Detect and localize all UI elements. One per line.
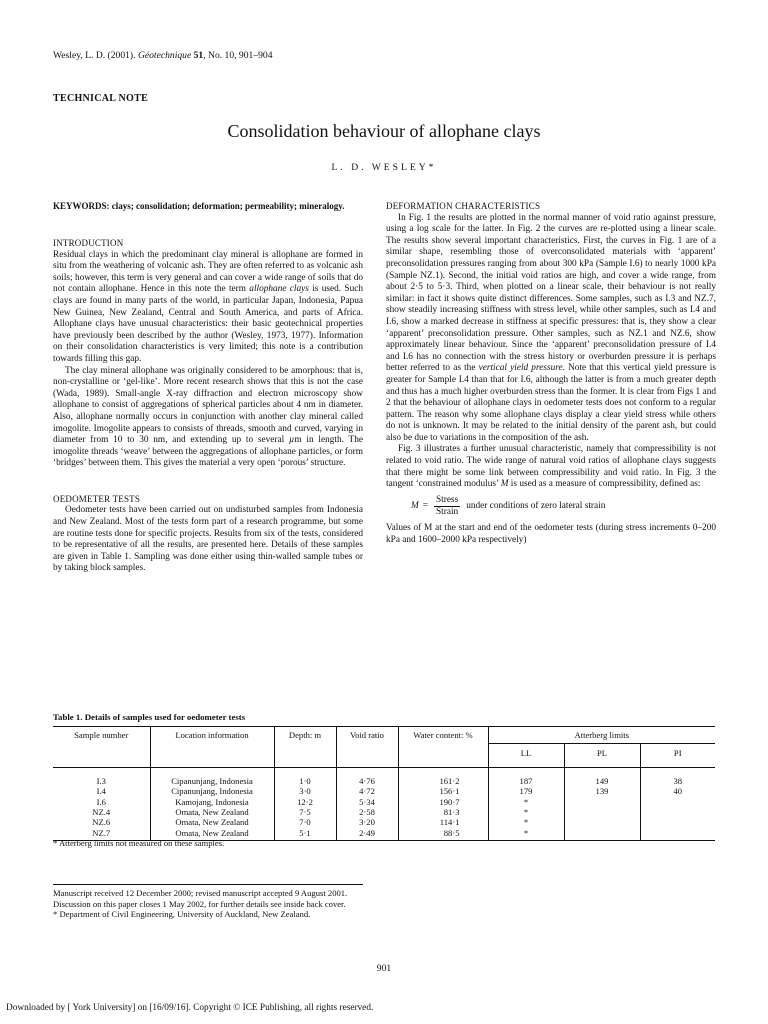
table-caption: Table 1. Details of samples used for oedometer tests [53,712,246,722]
header-depth: Depth: m [274,727,336,768]
header-void-ratio: Void ratio [336,727,398,768]
cell-location: Kamojang, Indonesia [150,797,274,807]
cell-pl [564,797,640,807]
cell-pi [640,817,715,827]
cell-sample: NZ.6 [53,817,150,827]
cell-ll: * [488,817,564,827]
right-column [386,201,716,546]
cell-pi: 38 [673,775,683,786]
cell-pl: 139 [564,786,640,796]
footnote-divider [53,884,363,885]
cell-water: 190·7 [398,797,488,807]
header-water-content: Water content: % [398,727,488,768]
cell-void: 2·58 [336,807,398,817]
header-sample: Sample number [53,727,150,768]
table-row [53,817,715,827]
equation-fraction [434,495,460,519]
cell-depth: 3·0 [274,786,336,796]
cell-pi [640,797,715,807]
cell-water: 156·1 [398,786,488,796]
page-number: 901 [376,963,392,974]
journal-name: Géotechnique [137,50,192,61]
download-notice: Downloaded by [ York University] on [16/09/16]. Copyright © ICE Publishing, all rights reserved. [6,1003,374,1013]
equation-denominator: Strain [436,507,459,518]
cell-sample: I.6 [53,797,150,807]
cell-location: Cipanunjang, Indonesia [150,786,274,796]
table-row [53,786,715,796]
cell-void: 4·72 [336,786,398,796]
cell-depth: 12·2 [274,797,336,807]
header-pi: PI [673,748,682,759]
left-column [53,201,363,575]
cell-location: Omata, New Zealand [150,828,274,841]
section-type-label: TECHNICAL NOTE [53,93,149,104]
footnote-received: Manuscript received 12 December 2000; revised manuscript accepted 9 August 2001. [53,888,348,898]
cell-sample: I.3 [53,767,150,786]
deformation-heading: DEFORMATION CHARACTERISTICS [386,201,541,211]
deformation-paragraph-2: Fig. 3 illustrates a further unusual characteristic, namely that compressibility is not related to void ratio. The wide range of natural void ratios of allophane clays suggests that there might be some link between compressibility and void ratio. In Fig. 3 the tangent ‘constrained modulus’ M is used as a measure of compressibility, defined as: [386,444,716,490]
cell-depth: 5·1 [274,828,336,841]
cell-sample: I.4 [53,786,150,796]
keywords: KEYWORDS: clays; consolidation; deformation; permeability; mineralogy. [53,201,345,211]
cell-pl [564,807,640,817]
header-ll: LL [488,744,564,767]
table-1 [53,726,715,841]
journal-volume: 51 [193,50,204,61]
cell-water: 81·3 [398,807,488,817]
journal-issue-pages: , No. 10, 901–904 [203,50,273,61]
cell-location: Omata, New Zealand [150,807,274,817]
header-location: Location information [150,727,274,768]
equation-numerator: Stress [434,495,460,508]
paper-title: Consolidation behaviour of allophane clays [227,121,541,141]
cell-sample: NZ.7 [53,828,150,841]
cell-void: 2·49 [336,828,398,841]
cell-water: 114·1 [398,817,488,827]
cell-depth: 1·0 [274,767,336,786]
cell-void: 3·20 [336,817,398,827]
cell-depth: 7·5 [274,807,336,817]
cell-void: 4·76 [336,767,398,786]
header-pl: PL [564,744,640,767]
table-body [53,767,715,840]
author-line: L. D. WESLEY* [331,162,437,173]
cell-void: 5·34 [336,797,398,807]
table-row [53,807,715,817]
cell-ll: * [488,828,564,841]
header-atterberg: Atterberg limits [488,727,715,744]
table-footnote: * Atterberg limits not measured on these samples. [53,838,225,848]
cell-pi [640,828,715,841]
cell-sample: NZ.4 [53,807,150,817]
table-row [53,797,715,807]
equation-condition: under conditions of zero lateral strain [466,501,606,512]
intro-paragraph-2: The clay mineral allophane was originally considered to be amorphous: that is, non-crystalline or ‘gel-like’. More recent research shows that this is not the case (Wada, 1989). Small-angle X-ray diffraction and electron microscopy show allophane to consist of aggregations of spherical particles about 4 nm in diameter. Also, allophane normally occurs in conjunction with another clay mineral called imogolite. Imogolite appears to consists of threads, smooth and curved, varying in diameter from 10 to 30 nm, and extending up to several µm in length. The imogolite threads ‘weave’ between the aggregations of allophane particles, or form ‘bridges’ between them. This gives the material a very open ‘porous’ structure. [53,365,363,469]
table-row [53,767,715,786]
cell-pl [564,817,640,827]
cell-water: 161·2 [398,767,488,786]
cell-location: Cipanunjang, Indonesia [150,767,274,786]
oedometer-tests-heading: OEDOMETER TESTS [53,493,141,504]
cell-ll: 179 [488,786,564,796]
citation-header [53,50,273,61]
deformation-paragraph-3: Values of M at the start and end of the oedometer tests (during stress increments 0–200 kPa and 1600–2000 kPa respectively) [386,523,716,545]
cell-ll: * [488,807,564,817]
cell-depth: 7·0 [274,817,336,827]
citation-prefix: Wesley, L. D. (2001). [53,50,136,61]
introduction-heading: INTRODUCTION [53,238,124,248]
equation-equals: = [422,501,428,512]
footnote-affiliation: * Department of Civil Engineering, University of Auckland, New Zealand. [53,909,311,920]
deformation-paragraph-1: In Fig. 1 the results are plotted in the normal manner of void ratio against pressure, using a log scale for the latter. In Fig. 2 the curves are re-plotted using a linear scale. The results show several important characteristics. First, the curves in Fig. 1 are of a similar shape, resembling those of overconsolidated materials with ‘apparent’ preconsolidation pressures ranging from about 300 kPa (Sample I.6) to nearly 1000 kPa (Sample NZ.1). Second, the initial void ratios are high, and cover a wide range, from about 2·5 to 5·3. Third, when plotted on a linear scale, their behaviour is not really similar: in fact it shows quite distinct differences. Some samples, such as I.3 and NZ.7, show steadily increasing stiffness with stress level, while other samples, such as I.4 and I.6, show a marked decrease in stiffness at specific pressures: that is, they show a clear ‘apparent’ preconsolidation pressure. Other samples, such as NZ.1 and NZ.6, show approximately linear behaviour. Since the ‘apparent’ preconsolidation pressure of I.4 and I.6 has no connection with the stress history or overburden pressure it is perhaps better referred to as the vertical yield pressure. Note that this vertical yield pressure is greater for Sample I.4 than that for I.6, although the latter is from a much greater depth and thus has a much higher overburden stress than the former. It is clear from Figs 1 and 2 that the behaviour of allophane clays in oedometer tests does not conform to a regular pattern. The reason why some allophane clays display a clear yield stress while others do not is unknown. It may be related to the initial density of the parent ash, but could also be due to variations in the composition of the ash. [386,212,716,443]
cell-pi [640,807,715,817]
oedometer-paragraph: Oedometer tests have been carried out on undisturbed samples from Indonesia and New Zealand. Most of the tests form part of a research programme, but some are routine tests done for specific projects. Results from six of the tests, considered to be representative of all the results, are presented here. Details of these samples are given in Table 1. Sampling was done either using thin-walled sample tubes or by taking block samples. [53,505,363,574]
cell-pl: 149 [564,767,640,786]
cell-pi: 40 [673,786,683,797]
intro-paragraph-1: Residual clays in which the predominant clay mineral is allophane are formed in situ from the weathering of volcanic ash. They are often referred to as volcanic ash soils; however, this term is very general and can cover a wide range of soils that do not contain allophane. Hence in this note the term allophane clays is used. Such clays are found in many parts of the world, in particular Japan, Indonesia, Papua New Guinea, New Zealand, Central and South America, and parts of Africa. Allophane clays have unusual characteristics: their basic geotechnical properties have previously been described by the author (Wesley, 1973, 1977). Information on their consolidation characteristics is very limited; this note is a contribution towards filling this gap. [53,249,363,364]
cell-pl [564,828,640,841]
cell-ll: * [488,797,564,807]
cell-water: 88·5 [398,828,488,841]
footnote-discussion: Discussion on this paper closes 1 May 2002, for further details see inside back cover. [53,898,346,909]
cell-location: Omata, New Zealand [150,817,274,827]
footnotes [53,888,363,920]
modulus-equation [411,495,716,519]
equation-lhs: M [411,501,419,512]
cell-ll: 187 [488,767,564,786]
